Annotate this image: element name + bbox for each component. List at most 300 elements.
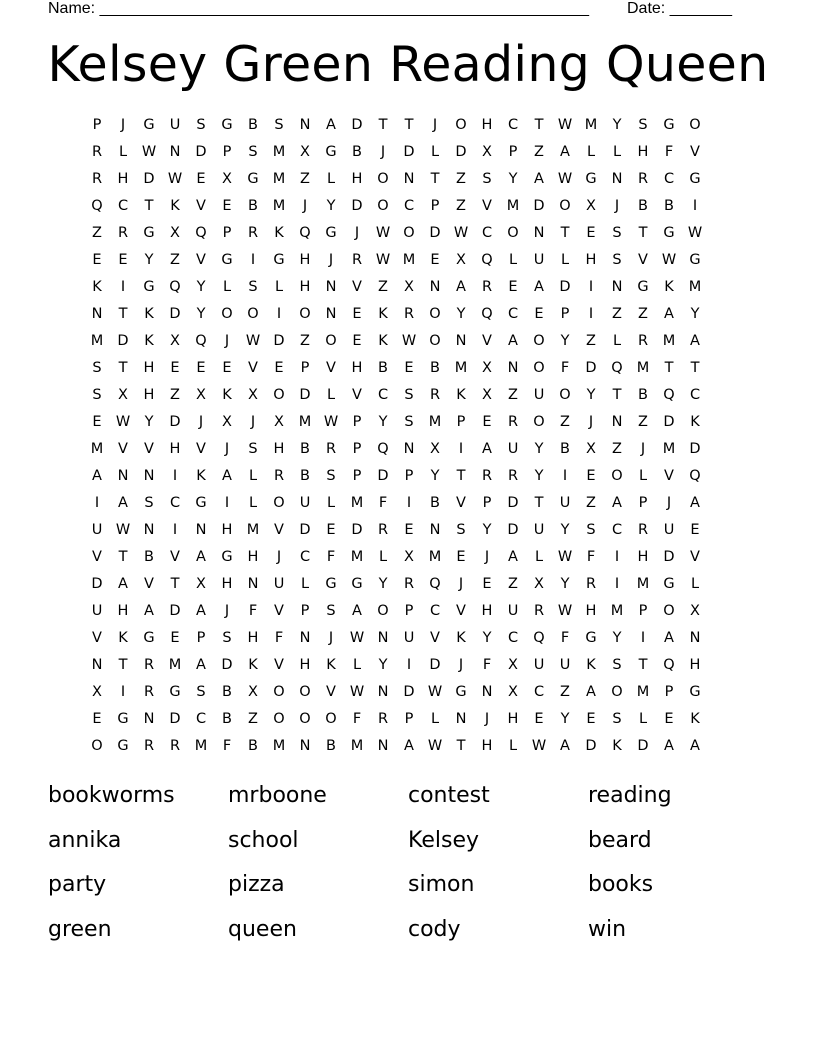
grid-letter: W bbox=[115, 413, 131, 430]
grid-letter: M bbox=[662, 332, 676, 349]
grid-letter: S bbox=[456, 521, 466, 538]
grid-letter: G bbox=[689, 170, 701, 187]
grid-letter: O bbox=[273, 710, 285, 727]
grid-letter: J bbox=[120, 116, 126, 133]
grid-letter: N bbox=[299, 116, 311, 133]
grid-letter: B bbox=[664, 197, 674, 214]
grid-letter: F bbox=[352, 710, 362, 727]
grid-letter: G bbox=[221, 251, 233, 268]
grid-letter: S bbox=[196, 116, 206, 133]
grid-letter: L bbox=[508, 251, 518, 268]
grid-letter: O bbox=[403, 224, 415, 241]
grid-letter: O bbox=[559, 197, 571, 214]
grid-letter: G bbox=[247, 170, 259, 187]
grid-letter: B bbox=[378, 359, 388, 376]
grid-letter: G bbox=[143, 278, 155, 295]
grid-letter: X bbox=[196, 575, 206, 592]
grid-letter: Y bbox=[378, 413, 388, 430]
grid-letter: N bbox=[507, 359, 519, 376]
grid-letter: R bbox=[377, 710, 389, 727]
grid-letter: R bbox=[91, 170, 103, 187]
grid-letter: J bbox=[328, 629, 334, 646]
grid-letter: X bbox=[534, 575, 544, 592]
grid-letter: K bbox=[170, 197, 180, 214]
grid-letter: S bbox=[482, 170, 492, 187]
grid-letter: C bbox=[689, 386, 701, 403]
grid-letter: G bbox=[195, 494, 207, 511]
grid-letter: N bbox=[169, 143, 181, 160]
grid-letter: A bbox=[612, 494, 622, 511]
grid-letter: V bbox=[482, 332, 492, 349]
grid-letter: I bbox=[614, 575, 620, 592]
grid-letter: E bbox=[690, 521, 700, 538]
grid-letter: L bbox=[118, 143, 128, 160]
grid-letter: Y bbox=[456, 305, 466, 322]
grid-letter: A bbox=[352, 602, 362, 619]
grid-letter: O bbox=[533, 413, 545, 430]
grid-letter: Z bbox=[92, 224, 102, 241]
grid-letter: L bbox=[534, 548, 544, 565]
grid-letter: L bbox=[508, 737, 518, 754]
grid-letter: L bbox=[560, 251, 570, 268]
grid-letter: Z bbox=[560, 683, 570, 700]
grid-letter: C bbox=[507, 305, 519, 322]
grid-letter: X bbox=[170, 224, 180, 241]
word-list-item: reading bbox=[588, 783, 672, 808]
grid-letter: G bbox=[117, 737, 129, 754]
grid-letter: Y bbox=[144, 413, 154, 430]
grid-letter: A bbox=[690, 494, 700, 511]
grid-letter: X bbox=[456, 251, 466, 268]
grid-letter: X bbox=[404, 278, 414, 295]
grid-letter: X bbox=[248, 386, 258, 403]
grid-letter: N bbox=[299, 737, 311, 754]
grid-letter: C bbox=[507, 629, 519, 646]
grid-letter: D bbox=[299, 521, 311, 538]
grid-letter: A bbox=[118, 575, 128, 592]
grid-letter: Y bbox=[482, 521, 492, 538]
grid-letter: A bbox=[144, 602, 154, 619]
grid-letter: J bbox=[484, 710, 490, 727]
grid-letter: N bbox=[455, 710, 467, 727]
grid-letter: Z bbox=[638, 305, 648, 322]
grid-letter: G bbox=[455, 683, 467, 700]
grid-letter: C bbox=[195, 710, 207, 727]
grid-letter: K bbox=[222, 386, 232, 403]
grid-letter: D bbox=[169, 602, 181, 619]
grid-letter: F bbox=[378, 494, 388, 511]
grid-letter: G bbox=[221, 548, 233, 565]
grid-letter: J bbox=[666, 494, 672, 511]
grid-letter: X bbox=[196, 386, 206, 403]
grid-letter: R bbox=[403, 575, 415, 592]
grid-letter: R bbox=[507, 467, 519, 484]
grid-letter: P bbox=[664, 683, 674, 700]
grid-letter: G bbox=[143, 629, 155, 646]
grid-letter: O bbox=[299, 710, 311, 727]
grid-letter: P bbox=[456, 413, 466, 430]
grid-letter: Y bbox=[482, 629, 492, 646]
grid-letter: H bbox=[689, 656, 701, 673]
grid-letter: V bbox=[274, 521, 284, 538]
grid-letter: Q bbox=[481, 305, 493, 322]
grid-letter: N bbox=[143, 710, 155, 727]
grid-letter: W bbox=[401, 332, 417, 349]
grid-letter: R bbox=[377, 521, 389, 538]
grid-letter: U bbox=[559, 494, 571, 511]
grid-letter: O bbox=[273, 683, 285, 700]
grid-letter: Z bbox=[586, 494, 596, 511]
grid-letter: K bbox=[456, 629, 466, 646]
grid-letter: D bbox=[455, 143, 467, 160]
grid-letter: I bbox=[406, 494, 412, 511]
grid-letter: D bbox=[351, 197, 363, 214]
grid-letter: B bbox=[638, 197, 648, 214]
grid-letter: V bbox=[196, 197, 206, 214]
grid-letter: S bbox=[92, 386, 102, 403]
grid-letter: G bbox=[585, 170, 597, 187]
grid-letter: O bbox=[507, 224, 519, 241]
grid-letter: B bbox=[560, 440, 570, 457]
grid-letter: D bbox=[533, 197, 545, 214]
grid-letter: P bbox=[638, 494, 648, 511]
grid-letter: S bbox=[404, 386, 414, 403]
grid-letter: W bbox=[323, 413, 339, 430]
grid-letter: X bbox=[482, 386, 492, 403]
grid-letter: R bbox=[533, 602, 545, 619]
grid-letter: V bbox=[638, 251, 648, 268]
grid-letter: V bbox=[144, 440, 154, 457]
grid-letter: Z bbox=[534, 143, 544, 160]
grid-letter: D bbox=[585, 359, 597, 376]
grid-letter: T bbox=[664, 359, 674, 376]
grid-letter: D bbox=[689, 440, 701, 457]
grid-letter: G bbox=[273, 251, 285, 268]
grid-letter: W bbox=[557, 170, 573, 187]
grid-letter: G bbox=[663, 224, 675, 241]
grid-letter: T bbox=[118, 359, 128, 376]
grid-letter: J bbox=[458, 575, 464, 592]
grid-letter: J bbox=[224, 602, 230, 619]
grid-letter: E bbox=[664, 710, 674, 727]
grid-letter: M bbox=[506, 197, 520, 214]
grid-letter: J bbox=[614, 197, 620, 214]
grid-letter: J bbox=[588, 413, 594, 430]
grid-letter: M bbox=[298, 413, 312, 430]
grid-letter: M bbox=[688, 278, 702, 295]
grid-letter: A bbox=[508, 332, 518, 349]
grid-letter: R bbox=[403, 305, 415, 322]
grid-letter: R bbox=[117, 224, 129, 241]
grid-letter: P bbox=[482, 494, 492, 511]
grid-letter: Z bbox=[508, 386, 518, 403]
grid-letter: P bbox=[430, 197, 440, 214]
grid-letter: B bbox=[222, 683, 232, 700]
grid-letter: F bbox=[222, 737, 232, 754]
grid-letter: G bbox=[325, 575, 337, 592]
grid-letter: D bbox=[507, 494, 519, 511]
grid-letter: G bbox=[689, 251, 701, 268]
grid-letter: V bbox=[430, 629, 440, 646]
grid-letter: W bbox=[349, 629, 365, 646]
grid-letter: U bbox=[533, 386, 545, 403]
grid-letter: V bbox=[92, 548, 102, 565]
grid-letter: E bbox=[508, 278, 518, 295]
grid-letter: H bbox=[273, 440, 285, 457]
grid-letter: E bbox=[92, 413, 102, 430]
grid-letter: A bbox=[222, 467, 232, 484]
grid-letter: Z bbox=[170, 386, 180, 403]
grid-letter: K bbox=[690, 710, 700, 727]
grid-letter: G bbox=[637, 278, 649, 295]
grid-letter: D bbox=[117, 332, 129, 349]
grid-letter: L bbox=[612, 143, 622, 160]
word-list-item: books bbox=[588, 872, 654, 897]
grid-letter: K bbox=[274, 224, 284, 241]
grid-letter: V bbox=[274, 602, 284, 619]
grid-letter: V bbox=[352, 386, 362, 403]
grid-letter: I bbox=[276, 305, 282, 322]
grid-letter: K bbox=[378, 305, 388, 322]
grid-letter: O bbox=[273, 494, 285, 511]
grid-letter: B bbox=[300, 440, 310, 457]
grid-letter: G bbox=[585, 629, 597, 646]
grid-letter: L bbox=[638, 467, 648, 484]
grid-letter: A bbox=[404, 737, 414, 754]
grid-letter: W bbox=[375, 251, 391, 268]
grid-letter: L bbox=[274, 278, 284, 295]
grid-letter: K bbox=[92, 278, 102, 295]
grid-letter: D bbox=[559, 278, 571, 295]
word-list-item: green bbox=[48, 916, 112, 942]
grid-letter: C bbox=[169, 494, 181, 511]
grid-letter: A bbox=[196, 602, 206, 619]
grid-letter: Q bbox=[611, 359, 623, 376]
grid-letter: Y bbox=[612, 629, 622, 646]
grid-letter: A bbox=[534, 278, 544, 295]
grid-letter: A bbox=[560, 143, 570, 160]
grid-letter: T bbox=[118, 305, 128, 322]
grid-letter: E bbox=[92, 251, 102, 268]
grid-letter: O bbox=[429, 305, 441, 322]
grid-letter: H bbox=[585, 602, 597, 619]
grid-letter: S bbox=[612, 251, 622, 268]
grid-letter: S bbox=[612, 710, 622, 727]
grid-letter: A bbox=[482, 440, 492, 457]
grid-letter: O bbox=[377, 602, 389, 619]
grid-letter: B bbox=[430, 494, 440, 511]
grid-letter: B bbox=[248, 737, 258, 754]
grid-letter: N bbox=[377, 737, 389, 754]
grid-letter: I bbox=[588, 305, 594, 322]
word-list-item: mrboone bbox=[228, 783, 327, 808]
grid-letter: R bbox=[247, 224, 259, 241]
grid-letter: W bbox=[427, 683, 443, 700]
grid-letter: U bbox=[507, 602, 519, 619]
grid-letter: L bbox=[326, 386, 336, 403]
word-list-item: school bbox=[228, 827, 299, 853]
grid-letter: Y bbox=[560, 332, 570, 349]
grid-letter: P bbox=[404, 602, 414, 619]
grid-letter: V bbox=[274, 656, 284, 673]
grid-letter: Q bbox=[663, 386, 675, 403]
grid-letter: P bbox=[638, 602, 648, 619]
grid-letter: Z bbox=[378, 278, 388, 295]
grid-letter: Q bbox=[481, 251, 493, 268]
grid-letter: T bbox=[144, 197, 154, 214]
grid-letter: S bbox=[638, 116, 648, 133]
grid-letter: E bbox=[482, 413, 492, 430]
grid-letter: D bbox=[169, 413, 181, 430]
grid-letter: O bbox=[377, 197, 389, 214]
grid-letter: B bbox=[638, 386, 648, 403]
grid-letter: L bbox=[586, 143, 596, 160]
grid-letter: L bbox=[326, 494, 336, 511]
grid-letter: M bbox=[194, 737, 208, 754]
grid-letter: D bbox=[299, 386, 311, 403]
grid-letter: C bbox=[481, 224, 493, 241]
grid-letter: A bbox=[664, 629, 674, 646]
word-list-item: simon bbox=[408, 872, 475, 897]
grid-letter: J bbox=[640, 440, 646, 457]
grid-letter: Z bbox=[456, 197, 466, 214]
grid-letter: D bbox=[143, 170, 155, 187]
grid-letter: H bbox=[637, 548, 649, 565]
grid-letter: M bbox=[584, 116, 598, 133]
grid-letter: D bbox=[273, 332, 285, 349]
grid-letter: E bbox=[404, 359, 414, 376]
name-field-label: Name: _______________________________________________________ bbox=[48, 0, 589, 17]
grid-letter: S bbox=[404, 413, 414, 430]
grid-letter: M bbox=[90, 440, 104, 457]
grid-letter: N bbox=[377, 629, 389, 646]
grid-letter: K bbox=[248, 656, 258, 673]
grid-letter: C bbox=[663, 170, 675, 187]
grid-letter: K bbox=[690, 413, 700, 430]
grid-letter: J bbox=[484, 548, 490, 565]
grid-letter: K bbox=[144, 305, 154, 322]
grid-letter: B bbox=[222, 710, 232, 727]
grid-letter: O bbox=[273, 386, 285, 403]
grid-letter: E bbox=[196, 359, 206, 376]
word-list-item: win bbox=[588, 916, 627, 942]
grid-letter: Q bbox=[377, 440, 389, 457]
grid-letter: I bbox=[94, 494, 100, 511]
grid-letter: U bbox=[507, 440, 519, 457]
grid-letter: F bbox=[664, 143, 674, 160]
grid-letter: D bbox=[377, 467, 389, 484]
grid-letter: H bbox=[507, 710, 519, 727]
grid-letter: N bbox=[403, 170, 415, 187]
grid-letter: J bbox=[328, 251, 334, 268]
grid-letter: K bbox=[118, 629, 128, 646]
grid-letter: P bbox=[352, 467, 362, 484]
grid-letter: F bbox=[586, 548, 596, 565]
grid-letter: O bbox=[299, 305, 311, 322]
grid-letter: H bbox=[247, 629, 259, 646]
grid-letter: S bbox=[248, 278, 258, 295]
grid-letter: R bbox=[143, 683, 155, 700]
grid-letter: O bbox=[611, 467, 623, 484]
grid-letter: B bbox=[248, 197, 258, 214]
grid-letter: O bbox=[299, 683, 311, 700]
grid-letter: L bbox=[248, 467, 258, 484]
grid-letter: S bbox=[248, 143, 258, 160]
grid-letter: P bbox=[352, 413, 362, 430]
grid-letter: U bbox=[403, 629, 415, 646]
grid-letter: E bbox=[170, 629, 180, 646]
grid-letter: M bbox=[610, 602, 624, 619]
grid-letter: C bbox=[533, 683, 545, 700]
grid-letter: K bbox=[612, 737, 622, 754]
grid-letter: Z bbox=[248, 710, 258, 727]
grid-letter: S bbox=[196, 683, 206, 700]
grid-letter: E bbox=[586, 224, 596, 241]
grid-letter: K bbox=[326, 656, 336, 673]
grid-letter: E bbox=[586, 710, 596, 727]
grid-letter: M bbox=[272, 143, 286, 160]
grid-letter: M bbox=[350, 548, 364, 565]
grid-letter: I bbox=[614, 548, 620, 565]
grid-letter: R bbox=[325, 440, 337, 457]
grid-letter: N bbox=[403, 440, 415, 457]
grid-letter: S bbox=[326, 467, 336, 484]
grid-letter: Y bbox=[144, 251, 154, 268]
grid-letter: N bbox=[429, 521, 441, 538]
grid-letter: B bbox=[430, 359, 440, 376]
grid-letter: O bbox=[663, 602, 675, 619]
grid-letter: I bbox=[562, 467, 568, 484]
grid-letter: D bbox=[91, 575, 103, 592]
grid-letter: A bbox=[508, 548, 518, 565]
grid-letter: C bbox=[377, 386, 389, 403]
grid-letter: C bbox=[429, 602, 441, 619]
grid-letter: P bbox=[300, 602, 310, 619]
grid-letter: Y bbox=[196, 305, 206, 322]
grid-letter: R bbox=[273, 467, 285, 484]
grid-letter: X bbox=[248, 683, 258, 700]
grid-letter: D bbox=[429, 224, 441, 241]
grid-letter: P bbox=[222, 143, 232, 160]
grid-letter: D bbox=[637, 737, 649, 754]
grid-letter: L bbox=[690, 575, 700, 592]
grid-letter: W bbox=[167, 170, 183, 187]
grid-letter: N bbox=[143, 521, 155, 538]
word-list-item: contest bbox=[408, 783, 490, 808]
grid-letter: Z bbox=[456, 170, 466, 187]
grid-letter: R bbox=[637, 332, 649, 349]
grid-letter: J bbox=[276, 548, 282, 565]
grid-letter: H bbox=[247, 548, 259, 565]
grid-letter: B bbox=[144, 548, 154, 565]
grid-letter: T bbox=[560, 224, 570, 241]
grid-letter: N bbox=[429, 278, 441, 295]
grid-letter: D bbox=[663, 413, 675, 430]
grid-letter: W bbox=[375, 224, 391, 241]
grid-letter: T bbox=[430, 170, 440, 187]
grid-letter: J bbox=[224, 440, 230, 457]
worksheet-header bbox=[48, 0, 748, 20]
grid-letter: X bbox=[118, 386, 128, 403]
grid-letter: I bbox=[458, 440, 464, 457]
grid-letter: B bbox=[300, 467, 310, 484]
grid-letter: W bbox=[427, 737, 443, 754]
grid-letter: S bbox=[248, 440, 258, 457]
grid-letter: R bbox=[429, 386, 441, 403]
grid-letter: O bbox=[91, 737, 103, 754]
grid-letter: Q bbox=[91, 197, 103, 214]
grid-letter: M bbox=[272, 170, 286, 187]
